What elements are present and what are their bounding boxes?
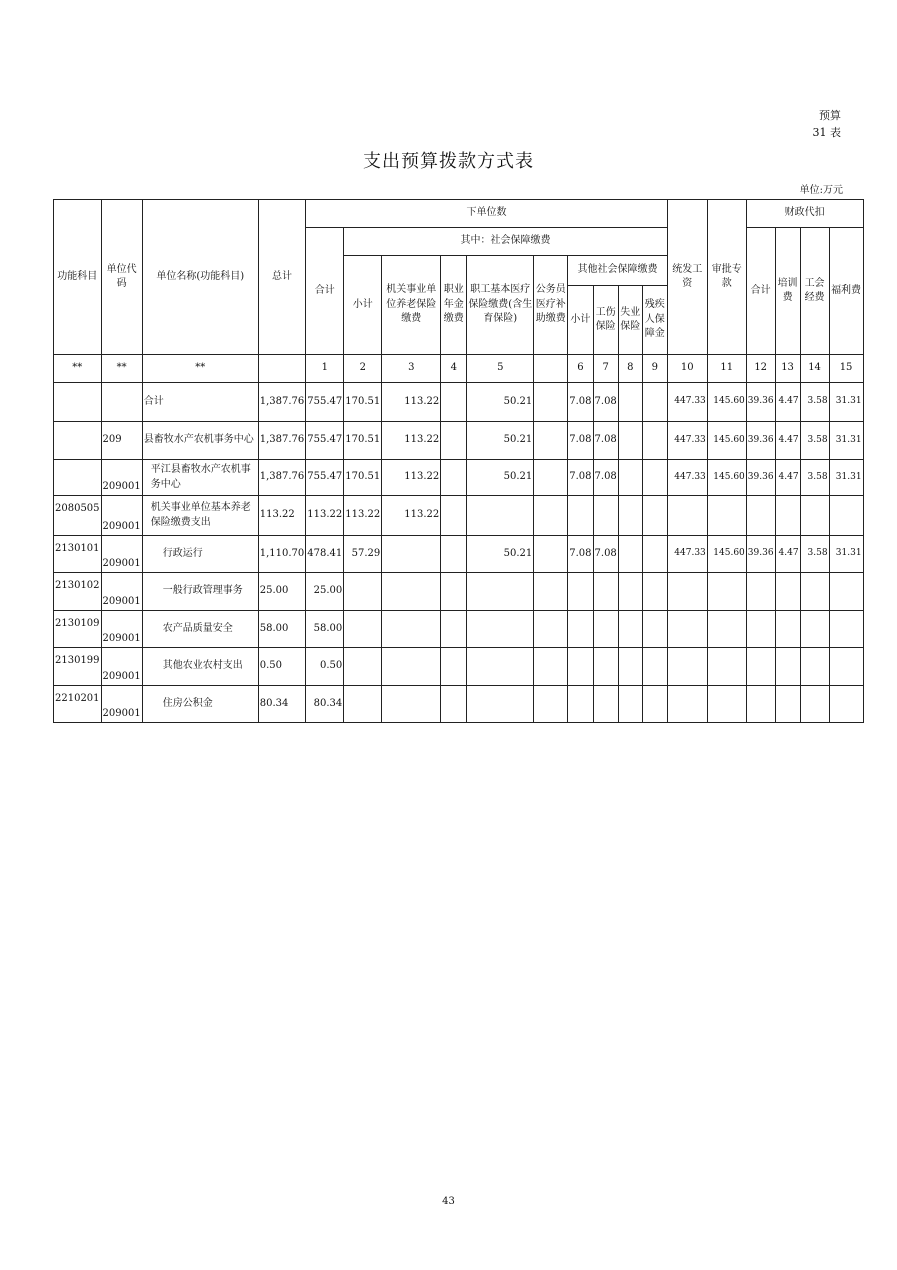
col-xiaoji: 小计: [344, 256, 382, 355]
value-cell: [707, 611, 746, 648]
value-cell: [746, 686, 775, 723]
value-cell: [667, 496, 707, 536]
value-cell: 447.33: [667, 422, 707, 460]
col-name: 单位名称(功能科目): [142, 200, 258, 355]
index-cell: 1: [306, 355, 344, 383]
value-cell: 145.60: [707, 536, 746, 573]
value-cell: [593, 686, 618, 723]
value-cell: 113.22: [382, 496, 441, 536]
unit-label: 单位:万元: [799, 185, 843, 196]
table-row: [54, 422, 864, 460]
value-cell: 170.51: [344, 460, 382, 496]
index-cell: **: [101, 355, 142, 383]
value-cell: 7.08: [593, 383, 618, 422]
value-cell: 170.51: [344, 383, 382, 422]
func-code-cell: 2130199: [54, 648, 102, 686]
index-cell: [534, 355, 568, 383]
unit-code-cell: 209001: [101, 496, 142, 536]
col-unified-wage: 统发工资: [667, 200, 707, 355]
value-cell: [593, 496, 618, 536]
value-cell: 0.50: [306, 648, 344, 686]
value-cell: [382, 611, 441, 648]
value-cell: [642, 686, 667, 723]
unit-code-cell: 209: [101, 422, 142, 460]
value-cell: 4.47: [775, 422, 800, 460]
value-cell: [534, 383, 568, 422]
col-fiscal-heji: 合计: [746, 228, 775, 355]
col-annuity: 职业年金缴费: [441, 256, 467, 355]
value-cell: 58.00: [258, 611, 306, 648]
value-cell: 3.58: [800, 383, 829, 422]
value-cell: [642, 422, 667, 460]
value-cell: [829, 573, 863, 611]
value-cell: 31.31: [829, 383, 863, 422]
table-row: [54, 460, 864, 496]
value-cell: [441, 573, 467, 611]
col-injury: 工伤保险: [593, 286, 618, 355]
col-pension: 机关事业单位养老保险缴费: [382, 256, 441, 355]
index-cell: 13: [775, 355, 800, 383]
value-cell: [593, 648, 618, 686]
index-cell: 12: [746, 355, 775, 383]
func-code-cell: 2130101: [54, 536, 102, 573]
value-cell: 3.58: [800, 422, 829, 460]
value-cell: [382, 686, 441, 723]
unit-name-cell: 农产品质量安全: [142, 611, 258, 648]
col-other-xiaoji: 小计: [568, 286, 593, 355]
value-cell: [534, 611, 568, 648]
value-cell: [707, 573, 746, 611]
value-cell: [344, 573, 382, 611]
table-row: [54, 573, 864, 611]
value-cell: [593, 573, 618, 611]
value-cell: [441, 383, 467, 422]
value-cell: [568, 648, 593, 686]
value-cell: 39.36: [746, 422, 775, 460]
unit-code-cell: [101, 383, 142, 422]
value-cell: [642, 573, 667, 611]
value-cell: 1,387.76: [258, 460, 306, 496]
value-cell: 80.34: [258, 686, 306, 723]
table-row: [54, 496, 864, 536]
value-cell: [746, 648, 775, 686]
value-cell: [746, 573, 775, 611]
col-welfare: 福利费: [829, 228, 863, 355]
value-cell: 447.33: [667, 536, 707, 573]
value-cell: [568, 573, 593, 611]
value-cell: 145.60: [707, 460, 746, 496]
value-cell: [775, 686, 800, 723]
value-cell: 1,387.76: [258, 422, 306, 460]
value-cell: 31.31: [829, 536, 863, 573]
value-cell: 4.47: [775, 536, 800, 573]
col-disability: 残疾人保障金: [642, 286, 667, 355]
value-cell: [642, 611, 667, 648]
value-cell: [642, 496, 667, 536]
value-cell: 7.08: [593, 536, 618, 573]
value-cell: [642, 648, 667, 686]
index-cell: **: [142, 355, 258, 383]
value-cell: [467, 686, 534, 723]
value-cell: 755.47: [306, 383, 344, 422]
func-code-cell: [54, 422, 102, 460]
table-row: [54, 611, 864, 648]
value-cell: 25.00: [258, 573, 306, 611]
value-cell: [707, 496, 746, 536]
budget-table: [53, 199, 864, 723]
value-cell: [800, 496, 829, 536]
col-lower-units: 下单位数: [306, 200, 668, 228]
value-cell: 0.50: [258, 648, 306, 686]
unit-code-cell: 209001: [101, 536, 142, 573]
value-cell: 447.33: [667, 460, 707, 496]
index-cell: [258, 355, 306, 383]
value-cell: [746, 611, 775, 648]
value-cell: 3.58: [800, 536, 829, 573]
col-unemployment: 失业保险: [618, 286, 642, 355]
col-medical: 职工基本医疗保险缴费(含生育保险): [467, 256, 534, 355]
value-cell: 4.47: [775, 460, 800, 496]
value-cell: [800, 573, 829, 611]
value-cell: [775, 648, 800, 686]
value-cell: [441, 496, 467, 536]
table-row: [54, 686, 864, 723]
value-cell: [618, 383, 642, 422]
form-label: 预算: [819, 109, 841, 122]
value-cell: 50.21: [467, 422, 534, 460]
value-cell: [441, 536, 467, 573]
value-cell: 25.00: [306, 573, 344, 611]
value-cell: [618, 422, 642, 460]
value-cell: 113.22: [344, 496, 382, 536]
unit-name-cell: 县畜牧水产农机事务中心: [142, 422, 258, 460]
index-cell: 11: [707, 355, 746, 383]
value-cell: 7.08: [593, 422, 618, 460]
value-cell: [344, 686, 382, 723]
value-cell: [441, 460, 467, 496]
index-cell: **: [54, 355, 102, 383]
index-cell: 15: [829, 355, 863, 383]
value-cell: [534, 496, 568, 536]
col-training: 培训费: [775, 228, 800, 355]
value-cell: [618, 536, 642, 573]
col-fiscal: 财政代扣: [746, 200, 863, 228]
index-row: [54, 355, 864, 383]
value-cell: [707, 686, 746, 723]
unit-name-cell: 其他农业农村支出: [142, 648, 258, 686]
value-cell: 447.33: [667, 383, 707, 422]
func-code-cell: 2130102: [54, 573, 102, 611]
unit-name-cell: 行政运行: [142, 536, 258, 573]
value-cell: [618, 496, 642, 536]
unit-code-cell: 209001: [101, 611, 142, 648]
value-cell: [382, 536, 441, 573]
value-cell: 1,110.70: [258, 536, 306, 573]
unit-name-cell: 一般行政管理事务: [142, 573, 258, 611]
value-cell: [618, 611, 642, 648]
col-func: 功能科目: [54, 200, 102, 355]
table-row: [54, 648, 864, 686]
value-cell: [441, 686, 467, 723]
value-cell: 113.22: [258, 496, 306, 536]
index-cell: 14: [800, 355, 829, 383]
value-cell: [829, 648, 863, 686]
value-cell: [467, 573, 534, 611]
value-cell: 7.08: [593, 460, 618, 496]
value-cell: [534, 573, 568, 611]
value-cell: 80.34: [306, 686, 344, 723]
value-cell: [534, 422, 568, 460]
value-cell: 755.47: [306, 422, 344, 460]
unit-code-cell: 209001: [101, 460, 142, 496]
value-cell: [618, 648, 642, 686]
value-cell: [618, 460, 642, 496]
value-cell: [618, 686, 642, 723]
value-cell: [344, 648, 382, 686]
table-body: [54, 383, 864, 723]
func-code-cell: 2210201: [54, 686, 102, 723]
table-row: [54, 383, 864, 422]
value-cell: [642, 460, 667, 496]
value-cell: [441, 648, 467, 686]
unit-code-cell: 209001: [101, 648, 142, 686]
value-cell: [467, 648, 534, 686]
col-code: 单位代码: [101, 200, 142, 355]
page-title: 支出预算拨款方式表: [363, 151, 534, 172]
index-cell: 5: [467, 355, 534, 383]
value-cell: [707, 648, 746, 686]
form-number: 31 表: [812, 126, 841, 139]
value-cell: 57.29: [344, 536, 382, 573]
value-cell: [382, 573, 441, 611]
value-cell: 4.47: [775, 383, 800, 422]
index-cell: 8: [618, 355, 642, 383]
table-row: [54, 536, 864, 573]
func-code-cell: [54, 383, 102, 422]
value-cell: [800, 648, 829, 686]
func-code-cell: 2130109: [54, 611, 102, 648]
func-code-cell: 2080505: [54, 496, 102, 536]
unit-name-cell: 机关事业单位基本养老保险缴费支出: [142, 496, 258, 536]
value-cell: [382, 648, 441, 686]
value-cell: [667, 611, 707, 648]
value-cell: 755.47: [306, 460, 344, 496]
value-cell: [775, 611, 800, 648]
index-row: [54, 355, 864, 383]
value-cell: [568, 611, 593, 648]
value-cell: [829, 496, 863, 536]
col-total: 总计: [258, 200, 306, 355]
value-cell: [467, 496, 534, 536]
value-cell: 39.36: [746, 460, 775, 496]
value-cell: 31.31: [829, 422, 863, 460]
index-cell: 6: [568, 355, 593, 383]
col-civil-med: 公务员医疗补助缴费: [534, 256, 568, 355]
value-cell: [568, 686, 593, 723]
index-cell: 3: [382, 355, 441, 383]
col-other-ss: 其他社会保障缴费: [568, 256, 668, 286]
value-cell: [800, 686, 829, 723]
func-code-cell: [54, 460, 102, 496]
value-cell: 50.21: [467, 536, 534, 573]
value-cell: 58.00: [306, 611, 344, 648]
value-cell: [344, 611, 382, 648]
unit-code-cell: 209001: [101, 686, 142, 723]
value-cell: [800, 611, 829, 648]
value-cell: 7.08: [568, 536, 593, 573]
value-cell: 170.51: [344, 422, 382, 460]
value-cell: [667, 573, 707, 611]
unit-name-cell: 合计: [142, 383, 258, 422]
col-union: 工会经费: [800, 228, 829, 355]
col-heji: 合计: [306, 228, 344, 355]
value-cell: 145.60: [707, 422, 746, 460]
value-cell: 39.36: [746, 536, 775, 573]
value-cell: [775, 573, 800, 611]
value-cell: [618, 573, 642, 611]
value-cell: [746, 496, 775, 536]
col-of-which-ss: 其中：社会保障缴费: [344, 228, 668, 256]
value-cell: 7.08: [568, 460, 593, 496]
value-cell: [667, 686, 707, 723]
value-cell: 7.08: [568, 383, 593, 422]
col-approved: 审批专款: [707, 200, 746, 355]
index-cell: 2: [344, 355, 382, 383]
value-cell: 1,387.76: [258, 383, 306, 422]
index-cell: 10: [667, 355, 707, 383]
unit-code-cell: 209001: [101, 573, 142, 611]
value-cell: [829, 686, 863, 723]
value-cell: [441, 611, 467, 648]
value-cell: 113.22: [306, 496, 344, 536]
page-number: 43: [442, 1196, 455, 1207]
value-cell: 145.60: [707, 383, 746, 422]
value-cell: [534, 460, 568, 496]
value-cell: [593, 611, 618, 648]
value-cell: 113.22: [382, 422, 441, 460]
value-cell: [534, 536, 568, 573]
value-cell: 50.21: [467, 460, 534, 496]
value-cell: 478.41: [306, 536, 344, 573]
value-cell: [441, 422, 467, 460]
index-cell: 7: [593, 355, 618, 383]
value-cell: [829, 611, 863, 648]
value-cell: [568, 496, 593, 536]
value-cell: [642, 536, 667, 573]
value-cell: [467, 611, 534, 648]
index-cell: 9: [642, 355, 667, 383]
value-cell: 7.08: [568, 422, 593, 460]
value-cell: [642, 383, 667, 422]
unit-name-cell: 平江县畜牧水产农机事务中心: [142, 460, 258, 496]
value-cell: [667, 648, 707, 686]
value-cell: 31.31: [829, 460, 863, 496]
value-cell: 39.36: [746, 383, 775, 422]
value-cell: 3.58: [800, 460, 829, 496]
value-cell: 113.22: [382, 383, 441, 422]
value-cell: 113.22: [382, 460, 441, 496]
index-cell: 4: [441, 355, 467, 383]
unit-name-cell: 住房公积金: [142, 686, 258, 723]
value-cell: 50.21: [467, 383, 534, 422]
value-cell: [534, 648, 568, 686]
value-cell: [534, 686, 568, 723]
value-cell: [775, 496, 800, 536]
